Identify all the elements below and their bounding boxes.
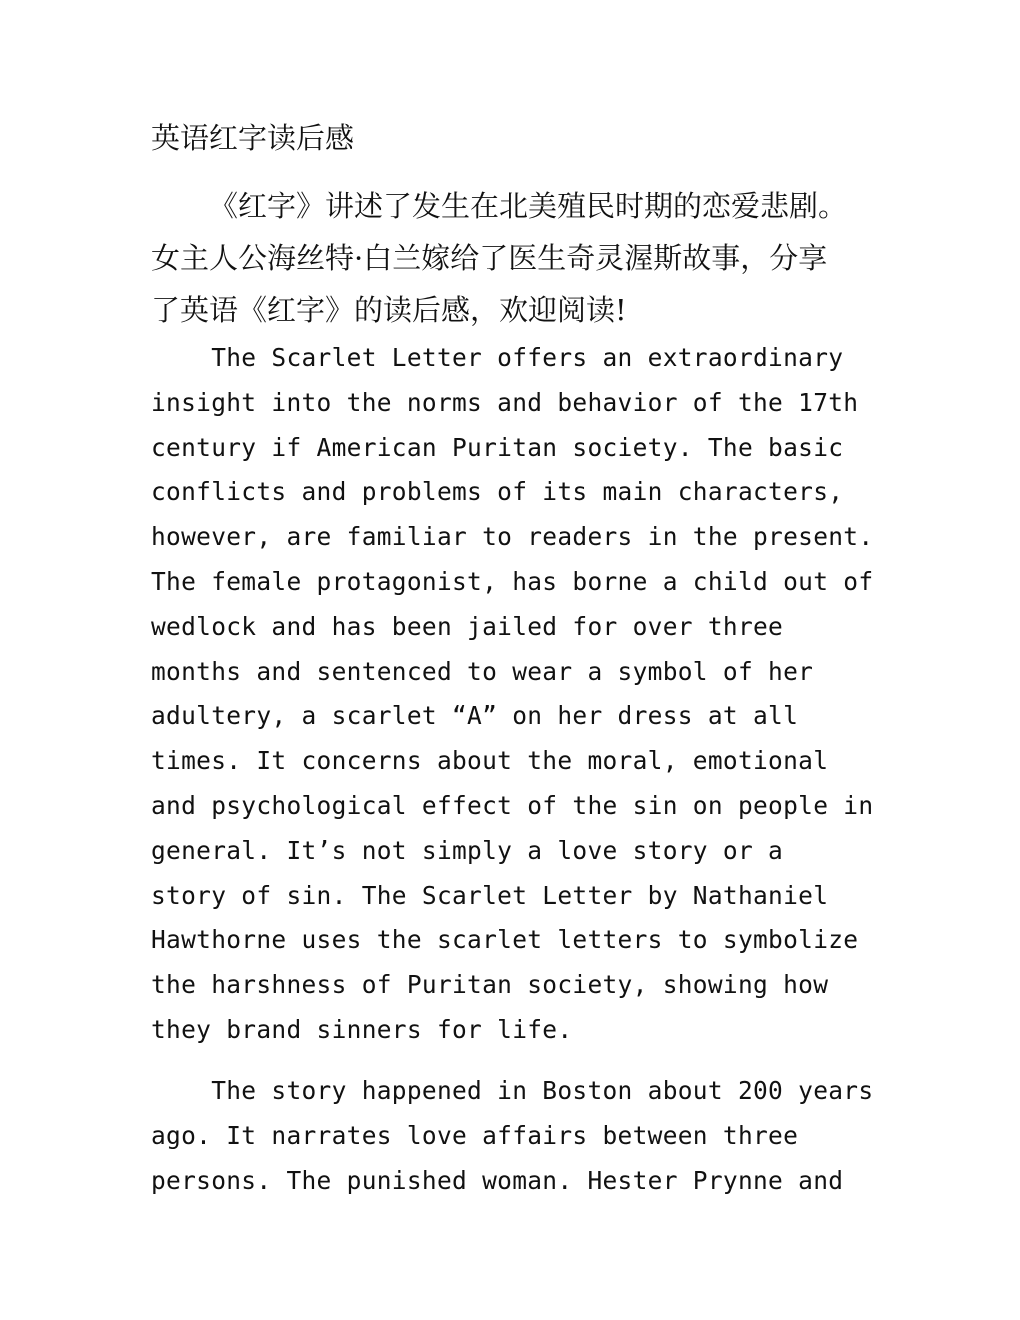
paragraph-line: Hawthorne uses the scarlet letters to symbolize	[151, 925, 859, 955]
paragraph-line: they brand sinners for life.	[151, 1014, 573, 1044]
paragraph-line: general. It’s not simply a love story or a	[151, 835, 784, 865]
paragraph-line: adultery, a scarlet “A” on her dress at all	[151, 701, 799, 731]
paragraph-line: conflicts and problems of its main characters,	[151, 477, 844, 507]
paragraph-line: months and sentenced to wear a symbol of her	[151, 656, 814, 686]
intro-line: 了英语《红字》的读后感，欢迎阅读!	[151, 293, 627, 327]
body-paragraph-1	[151, 336, 873, 1053]
paragraph-line: the harshness of Puritan society, showing how	[151, 970, 829, 1000]
body-paragraph-2	[151, 1069, 873, 1203]
document-title: 英语红字读后感	[151, 121, 355, 155]
paragraph-line: story of sin. The Scarlet Letter by Nathaniel	[151, 880, 829, 910]
paragraph-line: century if American Puritan society. The basic	[151, 432, 844, 462]
paragraph-line: persons. The punished woman. Hester Prynne and	[151, 1165, 844, 1195]
paragraph-line: The story happened in Boston about 200 years	[151, 1076, 874, 1105]
paragraph-line: ago. It narrates love affairs between three	[151, 1120, 799, 1150]
paragraph-line: and psychological effect of the sin on people in	[151, 790, 874, 820]
paragraph-line: insight into the norms and behavior of the 17th	[151, 387, 859, 417]
paragraph-line: wedlock and has been jailed for over three	[151, 611, 784, 641]
paragraph-line: however, are familiar to readers in the present.	[151, 522, 874, 552]
intro-paragraph	[151, 180, 873, 336]
paragraph-line: The Scarlet Letter offers an extraordinary	[151, 343, 844, 372]
paragraph-line: The female protagonist, has borne a child out of	[151, 566, 874, 596]
intro-line: 《红字》讲述了发生在北美殖民时期的恋爱悲剧。	[209, 189, 848, 223]
paragraph-line: times. It concerns about the moral, emotional	[151, 746, 829, 776]
intro-line: 女主人公海丝特·白兰嫁给了医生奇灵渥斯故事，分享	[151, 241, 828, 275]
